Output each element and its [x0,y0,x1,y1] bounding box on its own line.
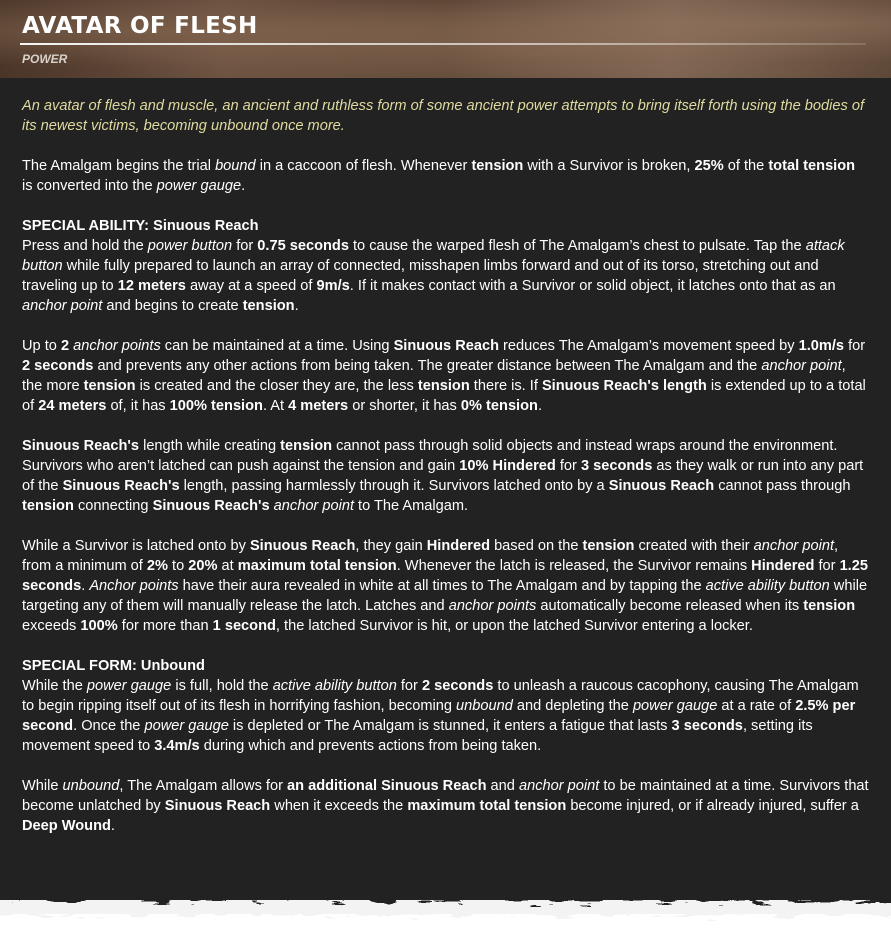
bold-term: Deep Wound [22,818,111,834]
bold-term: 3 seconds [671,718,743,734]
bold-term: tension [803,598,856,614]
italic-term: attack button [22,238,845,274]
special-ability-heading: SPECIAL ABILITY: Sinuous Reach [22,218,259,234]
bold-term: tension [417,378,470,394]
italic-term: anchor point [761,358,842,374]
bold-term: Sinuous Reach's [152,498,270,514]
special-form-heading: SPECIAL FORM: Unbound [22,658,205,674]
italic-term: anchor point [22,298,103,314]
italic-term: power button [147,238,233,254]
italic-term: Anchor points [89,578,179,594]
unbound-paragraph: While unbound, The Amalgam allows for an additional Sinuous Reach and anchor point to be maintained at a time. Survivors that become unlatched by Sinuous Reach when it exceeds the maximum total tension become injured, or if already injured, suffer a Deep Wound. [22,778,869,834]
power-subtitle: POWER [22,52,68,66]
bold-term: Sinuous Reach's length [541,378,707,394]
bold-term: 1.25 seconds [22,558,868,594]
bold-term: Hindered [426,538,491,554]
bold-term: 2 [60,338,70,354]
bold-term: Sinuous Reach [164,798,271,814]
bold-term: tension [22,498,74,514]
bold-term: tension [582,538,635,554]
bold-term: 9m/s [316,278,350,294]
bold-term: 0.75 seconds [257,238,349,254]
bold-term: maximum total tension [407,798,567,814]
bold-term: 2% [146,558,168,574]
bold-term: an additional Sinuous Reach [287,778,487,794]
italic-term: power gauge [144,718,229,734]
bold-term: Sinuous Reach's [22,438,140,454]
italic-term: anchor points [73,338,161,354]
italic-term: bound [215,158,256,174]
bold-term: 1 second [212,618,276,634]
bold-term: tension [471,158,524,174]
bold-term: 20% [188,558,218,574]
power-title: AVATAR OF FLESH [22,13,258,39]
lore-text: An avatar of flesh and muscle, an ancient and ruthless form of some ancient power attempts to bring itself forth using the bodies of its newest victims, becoming unbound once more. [22,98,865,134]
bold-term: Sinuous Reach [608,478,715,494]
italic-term: power gauge [156,178,242,194]
italic-term: anchor point [273,498,354,514]
bold-term: 100% [80,618,118,634]
special-ability-section [22,216,869,316]
italic-term: anchor point [753,538,834,554]
italic-term: unbound [456,698,513,714]
italic-term: active ability button [705,578,830,594]
bold-term: 4 meters [288,398,349,414]
italic-term: unbound [62,778,120,794]
power-description [22,96,869,856]
bold-term: 3.4m/s [154,738,200,754]
bold-term: tension [83,378,136,394]
bold-term: 25% [694,158,724,174]
italic-term: anchor points [448,598,537,614]
special-form-body: While the power gauge is full, hold the active ability button for 2 seconds to unleash a raucous cacophony, causing The Amalgam to begin ripping itself out of its flesh in horrifying fashion, becoming unbound and depleting the power gauge at a rate of 2.5% per second. Once the power gauge is depleted or The Amalgam is stunned, it enters a fatigue that lasts 3 seconds, setting its movement speed to 3.4m/s during which and prevents actions from being taken. [22,678,859,754]
bold-term: total tension [768,158,856,174]
bold-term: 0% tension [460,398,538,414]
bold-term: 2 seconds [421,678,494,694]
bold-term: Sinuous Reach [249,538,356,554]
italic-term: anchor point [518,778,600,794]
bold-term: Sinuous Reach's [62,478,180,494]
anchor-points-paragraph: Up to 2 anchor points can be maintained at a time. Using Sinuous Reach reduces The Amalgam’s movement speed by 1.0m/s for 2 seconds and prevents any other actions from being taken. The greater distance between The Amalgam and the anchor point, the more tension is created and the closer they are, the less tension there is. If Sinuous Reach's length is extended up to a total of 24 meters of, it has 100% tension. At 4 meters or shorter, it has 0% tension. [22,338,866,414]
card-header [0,0,891,78]
header-divider [20,43,866,45]
italic-term: active ability button [272,678,397,694]
bold-term: 12 meters [117,278,186,294]
bold-term: 100% tension [169,398,263,414]
special-form-section [22,656,869,756]
bold-term: Hindered [751,558,815,574]
latched-paragraph: While a Survivor is latched onto by Sinuous Reach, they gain Hindered based on the tension created with their anchor point, from a minimum of 2% to 20% at maximum total tension. Whenever the latch is released, the Survivor remains Hindered for 1.25 seconds. Anchor points have their aura revealed in white at all times to The Amalgam and by tapping the active ability button while targeting any of them will manually release the latch. Latches and anchor points automatically become released when its tension exceeds 100% for more than 1 second, the latched Survivor is hit, or upon the latched Survivor entering a locker. [22,538,868,634]
special-ability-body: Press and hold the power button for 0.75 seconds to cause the warped flesh of The Amalgam’s chest to pulsate. Tap the attack button while fully prepared to launch an array of connected, misshapen limbs forward and out of its torso, stretching out and traveling up to 12 meters away at a speed of 9m/s. If it makes contact with a Survivor or solid object, it latches onto that as an anchor point and begins to create tension. [22,238,845,314]
bold-term: tension [280,438,333,454]
bold-term: 10% Hindered [459,458,556,474]
bold-term: 2.5% per second [22,698,856,734]
bold-term: maximum total tension [237,558,397,574]
intro-paragraph: The Amalgam begins the trial bound in a caccoon of flesh. Whenever tension with a Survivor is broken, 25% of the total tension is converted into the power gauge. [22,158,856,194]
bold-term: tension [242,298,295,314]
italic-term: power gauge [86,678,172,694]
bold-term: 24 meters [38,398,107,414]
italic-term: power gauge [632,698,718,714]
bold-term: Sinuous Reach [393,338,499,354]
reach-length-paragraph: Sinuous Reach's length while creating tension cannot pass through solid objects and instead wraps around the environment. Survivors who aren’t latched can push against the tension and gain 10% Hindered for 3 seconds as they walk or run into any part of the Sinuous Reach's length, passing harmlessly through it. Survivors latched onto by a Sinuous Reach cannot pass through tension connecting Sinuous Reach's anchor point to The Amalgam. [22,438,864,514]
bold-term: 1.0m/s [798,338,845,354]
bold-term: 2 seconds [22,358,94,374]
torn-paper-edge [0,864,891,939]
bold-term: 3 seconds [580,458,653,474]
